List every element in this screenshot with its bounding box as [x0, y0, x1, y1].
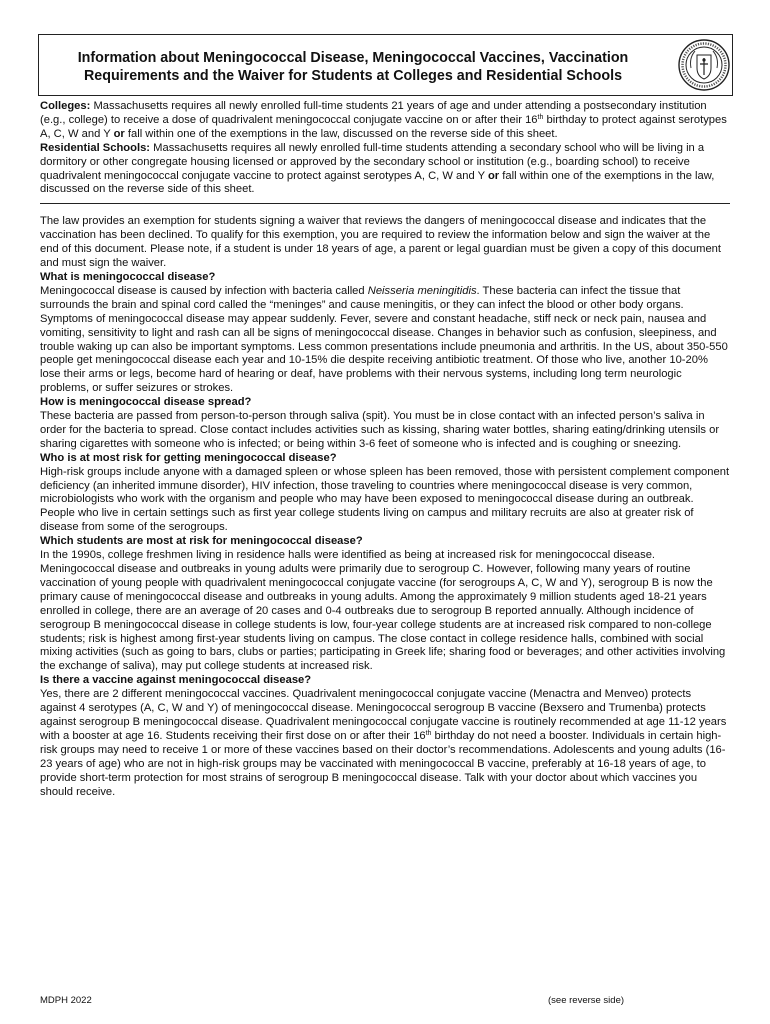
q5-text-b: birthday do not need a booster. Individuals in certain high-risk groups may need to receive 1 or more of these vaccines based on their doctor’s recommendations. Adolescents and young adults (16-23 years of age) who are not in high-risk groups may be vaccinated with meningococcal B vaccine, preferably at 16-18 years of age, to provide short-term protection for most strains of serogroup B meningococcal disease. Talk with your doctor about which vaccines you should receive. — [40, 729, 726, 798]
intro-paragraph: The law provides an exemption for students signing a waiver that reviews the dangers of meningococcal disease and indicates that the vaccination has been declined. To qualify for this exemption, you are required to review the information below and sign the waiver at the end of this document. Please note, if a student is under 18 years of age, a parent or legal guardian must be given a copy of this document and must sign the waiver. — [40, 215, 721, 270]
q4-paragraph: In the 1990s, college freshmen living in residence halls were identified as being at increased risk for meningococcal disease. Meningococcal disease and outbreaks in young adults were primarily due to serogroup C. However, following many years of routine vaccination of young people with quadrivalent meningococcal conjugate vaccine (for serogroups A, C, W and Y), serogroup B is now the primary cause of meningococcal disease and outbreaks in young adults. Among the approximately 9 million students aged 18-21 years enrolled in college, there are an average of 20 cases and 0-4 outbreaks due to serogroup B reported annually. Although incidence of serogroup B meningococcal disease in college students is low, four-year college students are at increased risk compared to non-college students; risk is highest among first-year students living on campus. The close contact in college residence halls, combined with social mixing activities (such as going to bars, clubs or parties; participating in Greek life; sharing food or beverages; and other activities involving the exchange of saliva), may put college students at increased risk. — [40, 549, 726, 673]
colleges-sup: th — [537, 113, 544, 121]
title-line-1: Information about Meningococcal Disease, Meningococcal Vaccines, Vaccination — [77, 50, 629, 66]
title-line-2: Requirements and the Waiver for Students at Colleges and Residential Schools — [83, 68, 623, 84]
q5-paragraph — [40, 688, 730, 799]
colleges-paragraph — [40, 100, 730, 142]
q4-heading: Which students are most at risk for meningococcal disease? — [40, 535, 363, 548]
footer-left: MDPH 2022 — [40, 995, 92, 1006]
colleges-or: or — [113, 127, 125, 140]
header-box — [38, 34, 733, 96]
colleges-text-b: birthday to protect against serotypes A, C, W and Y — [40, 113, 727, 140]
q1-text-a: Meningococcal disease is caused by infection with bacteria called — [40, 284, 368, 297]
q3-paragraph: High-risk groups include anyone with a damaged spleen or whose spleen has been removed, those with persistent complement component deficiency (an inherited immune disorder), HIV infection, those traveling to countries where meningococcal disease is very common, microbiologists who work with the organism and people who may have been exposed to meningococcal disease during an outbreak. People who live in certain settings such as first year college students living on campus and military recruits are also at greater risk of disease from some of the serogroups. — [40, 465, 730, 534]
divider — [40, 203, 730, 204]
q1-paragraph — [40, 285, 730, 396]
q1-heading: What is meningococcal disease? — [40, 270, 216, 283]
q5-heading: Is there a vaccine against meningococcal disease? — [40, 674, 312, 687]
document-body — [40, 100, 730, 799]
colleges-text-c: fall within one of the exemptions in the law, discussed on the reverse side of this sheet. — [124, 127, 558, 140]
residential-label: Residential Schools: — [40, 141, 151, 154]
residential-text-a: Massachusetts requires all newly enrolled full-time students attending a secondary school who will be living in a dormitory or other congregate housing licensed or approved by the secondary school or institution (e.g., boarding school) to receive quadrivalent meningococcal conjugate vaccine to protect against serotypes A, C, W and Y — [40, 141, 705, 182]
q5-sup: th — [425, 729, 432, 737]
q1-text-b: . These bacteria can infect the tissue that surrounds the brain and spinal cord called the “meninges” and cause meningitis, or they can infect the blood or other body organs. Symptoms of meningococcal disease may appear suddenly. Fever, severe and constant headache, stiff neck or neck pain, nausea and vomiting, sensitivity to light and rash can all be signs of meningococcal disease. Changes in behavior such as confusion, sleepiness, and trouble waking up can also be important symptoms. Less common presentations include pneumonia and arthritis. In the US, about 350-550 people get meningococcal disease each year and 10-15% die despite receiving antibiotic treatment. Of those who live, another 10-20% lose their arms or legs, become hard of hearing or deaf, have problems with their nervous systems, including long term neurologic problems, or suffer seizures or strokes. — [40, 284, 728, 395]
residential-text-b: fall within one of the exemptions in the law, discussed on the reverse side of this sheet. — [40, 169, 715, 196]
residential-paragraph — [40, 142, 730, 198]
residential-or: or — [487, 169, 500, 182]
colleges-text-a: Massachusetts requires all newly enrolled full-time students 21 years of age and under attending a postsecondary institution (e.g., college) to receive a dose of quadrivalent meningococcal conjugate vaccine on or after their 16 — [40, 100, 707, 126]
massachusetts-seal-icon — [677, 38, 731, 92]
footer-right: (see reverse side) — [548, 995, 625, 1006]
colleges-label: Colleges: — [40, 100, 91, 112]
q3-heading: Who is at most risk for getting meningococcal disease? — [40, 451, 337, 464]
q2-paragraph: These bacteria are passed from person-to-person through saliva (spit). You must be in close contact with an infected person’s saliva in order for the bacteria to spread. Close contact includes activities such as kissing, sharing water bottles, sharing eating/drinking utensils or sharing cigarettes with someone who is infected; or being within 3-6 feet of someone who is infected and is coughing or sneezing. — [40, 410, 720, 450]
q1-italic: Neisseria meningitidis — [367, 284, 477, 297]
q5-text-a: Yes, there are 2 different meningococcal vaccines. Quadrivalent meningococcal conjugate vaccine (Menactra and Menveo) protects against 4 serotypes (A, C, W and Y) of meningococcal disease. Meningococcal serogroup B vaccine (Bexsero and Trumenba) protects against serogroup B meningococcal disease. Quadrivalent meningococcal conjugate vaccine is routinely recommended at age 11-12 years with a booster at age 16. Students receiving their first dose on or after their 16 — [40, 688, 727, 742]
page-title — [45, 49, 661, 85]
q2-heading: How is meningococcal disease spread? — [40, 396, 252, 409]
